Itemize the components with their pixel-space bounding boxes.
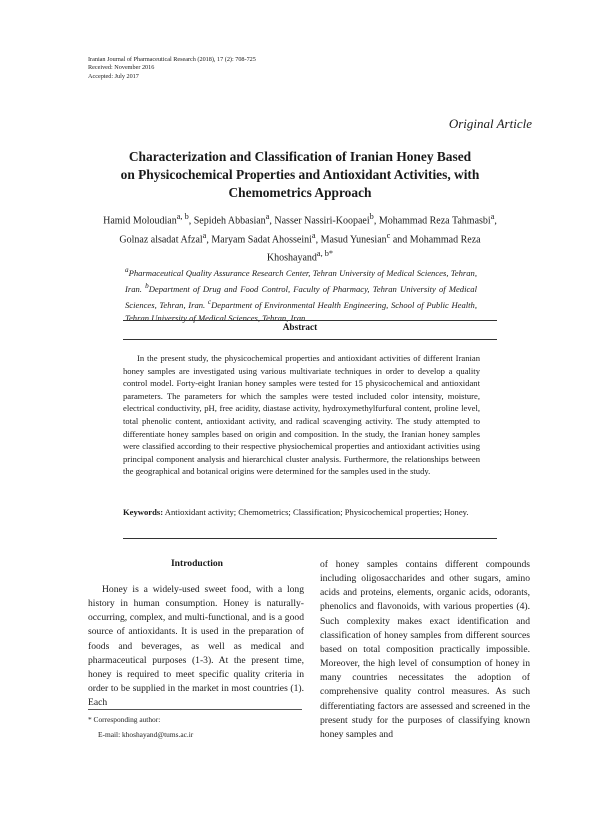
affiliation-c: Department of Environmental Health Engineering, School of Public Health, Tehran University of Medical Sciences, Tehran, Iran. — [125, 299, 477, 324]
footnote-rule — [88, 709, 302, 710]
author-name: Mohammad Reza — [409, 234, 481, 246]
paper-title — [70, 148, 530, 202]
introduction-heading: Introduction — [170, 558, 224, 569]
keywords — [123, 506, 480, 519]
abstract-heading-rule — [123, 339, 497, 340]
journal-header — [88, 56, 256, 81]
author-affil: b — [369, 212, 374, 221]
title-line-2: on Physicochemical Properties and Antioxidant Activities, with — [120, 167, 480, 182]
author-affil: a — [311, 230, 316, 240]
article-type: Original Article — [448, 116, 532, 131]
author-affil: a, b — [176, 212, 189, 221]
journal-citation: Iranian Journal of Pharmaceutical Research (2018), 17 (2): 708-725 — [88, 56, 256, 63]
intro-right-column — [320, 558, 530, 742]
author-email: E-mail: khoshayand@tums.ac.ir — [98, 729, 194, 739]
keywords-bottom-rule — [123, 538, 497, 539]
received-date: Received: November 2016 — [88, 64, 155, 72]
author-affil: a — [265, 212, 270, 221]
author-list — [76, 210, 524, 266]
author-affil: c — [386, 230, 391, 240]
affiliations — [125, 264, 477, 325]
title-line-1: Characterization and Classification of Iranian Honey Based — [128, 149, 472, 164]
affil-marker: b — [145, 282, 149, 291]
author-affil: a — [202, 230, 207, 240]
abstract-heading: Abstract — [282, 323, 318, 333]
abstract-body — [123, 352, 480, 478]
title-line-3: Chemometrics Approach — [228, 185, 372, 200]
accepted-date: Accepted: July 2017 — [88, 72, 139, 80]
author-name: Masud Yunesian — [320, 234, 387, 246]
author-line-2: Golnaz alsadat Afzal$^a$, Maryam Sadat Ahosseini$^a$, Masud Yunesian$^c$ and Mohammad Reza — [119, 230, 481, 246]
intro-paragraph-2: of honey samples contains different compounds including oligosaccharides and other sugars, amino acids and proteins, elements, organic acids, odorants, phenolics and flavonoids, with various properties (4). Such complexity makes exact identification and classification of honey samples from different sources based on total composition practically impossible. Moreover, the high level of consumption of honey in many countries necessitates the adoption of comprehensive quality control measures. As such differentiating factors are assessed and screened in the present study for the purposes of classifying known honey samples and — [320, 559, 530, 740]
affiliation-b: Department of Drug and Food Control, Faculty of Pharmacy, Tehran University of Medical Sciences, Tehran, Iran. — [125, 283, 477, 310]
author-affil: a — [490, 212, 495, 221]
intro-paragraph-1: Honey is a widely-used sweet food, with a long history in human consumption. Honey is naturally-occurring, complex, and multi-functional, and is a good source of antioxidants. It is used in the preparation of foods and beverages, as well as medical and pharmaceutical purposes (1-3). At the present time, honey is required to meet specific quality criteria in order to be supplied in the market in most countries (1). Each — [88, 584, 304, 709]
author-name: Golnaz alsadat Afzal — [119, 234, 203, 246]
author-name: Hamid Moloudian — [103, 215, 177, 227]
author-name: Mohammad Reza Tahmasbi — [378, 215, 491, 227]
affiliation-a: Pharmaceutical Quality Assurance Research Center, Tehran University of Medical Sciences, Tehran, Iran. — [125, 267, 477, 294]
author-name: Maryam Sadat Ahosseini — [211, 234, 312, 246]
intro-left-column — [88, 583, 304, 710]
keywords-text: Antioxidant activity; Chemometrics; Classification; Physicochemical properties; Honey. — [164, 507, 469, 517]
affil-marker: a — [125, 266, 129, 274]
keywords-label: Keywords: — [123, 507, 164, 517]
author-name: Khoshayand — [266, 252, 317, 264]
abstract-top-rule — [123, 320, 497, 321]
author-name: Nasser Nassiri-Koopaei — [274, 215, 370, 227]
footnote — [88, 713, 193, 742]
author-line-1: Hamid Moloudian$^{a, b}$, Sepideh Abbasian$^a$, Nasser Nassiri-Koopaei$^b$, Mohammad Reza Tahmasbi$^a$, — [103, 212, 497, 227]
abstract-text: In the present study, the physicochemical properties and antioxidant activities of different Iranian honey samples are investigated using various multivariate techniques in order to develop a quality control model. Forty-eight Iranian honey samples were tested for 15 physicochemical and antioxidant parameters. The parameters for which the samples were tested included color intensity, moisture, electrical conductivity, pH, free acidity, diastase activity, hydroxymethylfurfural content, proline level, total phenolic content, antioxidant activity, and radical scavenging activity. The study attempted to differentiate honey samples based on origin and composition. In the study, the Iranian honey samples were classified according to their respective physiochemical properties and antioxidant activities using principal component analysis and hierarchical cluster analysis. Furthermore, the relationships between the geographical and botanical origins were determined for the samples used in the study. — [123, 353, 480, 477]
author-affil: a, b* — [316, 249, 334, 259]
corresponding-author: * Corresponding author: — [88, 715, 161, 724]
author-name: Sepideh Abbasian — [193, 215, 266, 227]
affil-marker: c — [207, 298, 212, 307]
